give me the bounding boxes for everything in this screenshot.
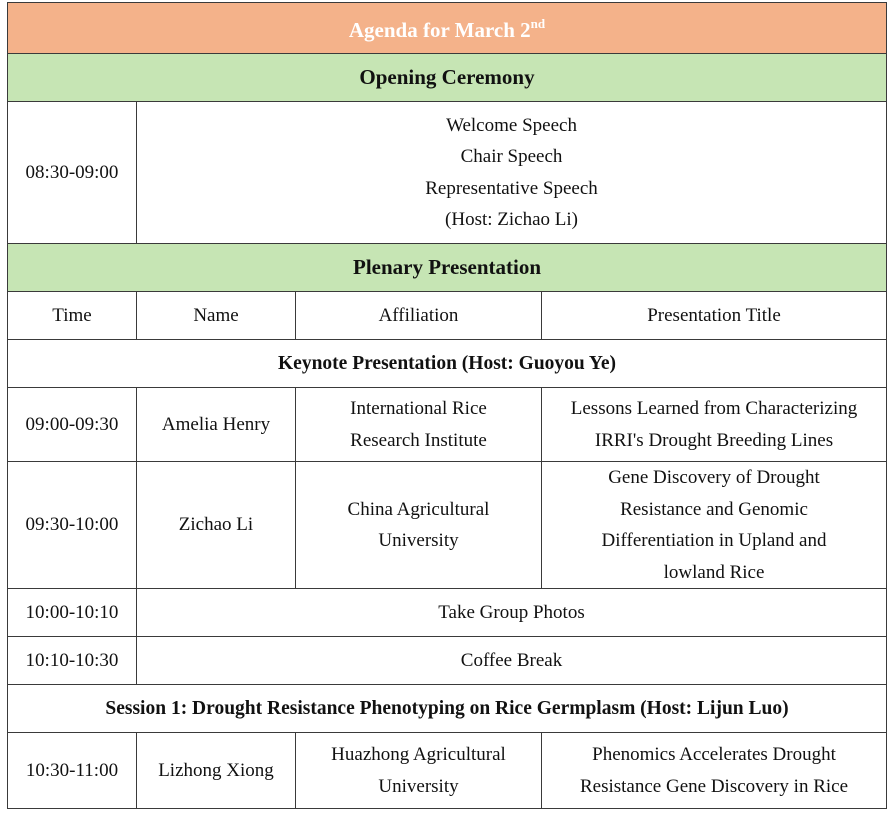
presentation-title <box>542 462 887 589</box>
opening-ceremony-row <box>8 54 887 102</box>
speaker-name: Lizhong Xiong <box>137 733 296 809</box>
affiliation-line: University <box>378 775 459 797</box>
talk-time: 09:00-09:30 <box>8 388 137 462</box>
affiliation-line: International Rice <box>350 398 487 419</box>
speaker-affiliation <box>296 733 542 809</box>
presentation-title <box>542 733 887 809</box>
column-header-affiliation: Affiliation <box>296 292 542 340</box>
opening-items <box>137 102 887 244</box>
speaker-name: Zichao Li <box>137 462 296 589</box>
opening-ceremony-heading: Opening Ceremony <box>8 54 887 102</box>
opening-program-row <box>8 102 887 244</box>
presentation-title <box>542 388 887 462</box>
break-label: Coffee Break <box>137 637 887 685</box>
title-line: Phenomics Accelerates Drought <box>592 744 836 765</box>
affiliation-line: Huazhong Agricultural <box>331 744 506 765</box>
table-row <box>8 462 887 589</box>
title-line: Lessons Learned from Characterizing <box>570 398 858 419</box>
opening-item: Welcome Speech <box>446 114 577 136</box>
title-row <box>8 3 887 54</box>
table-row <box>8 388 887 462</box>
break-time: 10:00-10:10 <box>8 589 137 637</box>
opening-item: Representative Speech <box>425 177 598 199</box>
column-header-time: Time <box>8 292 137 340</box>
title-line: Resistance and Genomic <box>620 498 808 520</box>
session1-heading: Session 1: Drought Resistance Phenotyping on Rice Germplasm (Host: Lijun Luo) <box>8 685 887 733</box>
agenda-title-text: Agenda for March 2 <box>348 18 531 43</box>
title-line: Resistance Gene Discovery in Rice <box>579 775 849 797</box>
title-line: IRRI's Drought Breeding Lines <box>594 429 834 451</box>
column-header-name: Name <box>137 292 296 340</box>
keynote-row <box>8 340 887 388</box>
agenda-title <box>8 3 887 54</box>
keynote-heading: Keynote Presentation (Host: Guoyou Ye) <box>8 340 887 388</box>
title-line: Gene Discovery of Drought <box>608 467 820 488</box>
opening-host: (Host: Zichao Li) <box>445 209 578 230</box>
table-row <box>8 589 887 637</box>
break-time: 10:10-10:30 <box>8 637 137 685</box>
agenda-title-suffix: nd <box>530 16 546 32</box>
column-header-title: Presentation Title <box>542 292 887 340</box>
break-label: Take Group Photos <box>137 589 887 637</box>
column-header-row <box>8 292 887 340</box>
affiliation-line: University <box>378 530 459 551</box>
opening-time: 08:30-09:00 <box>8 102 137 244</box>
agenda-table <box>7 2 887 809</box>
speaker-affiliation <box>296 388 542 462</box>
affiliation-line: China Agricultural <box>347 498 490 520</box>
title-line: Differentiation in Upland and <box>601 530 827 551</box>
plenary-presentation-row <box>8 244 887 292</box>
talk-time: 09:30-10:00 <box>8 462 137 589</box>
table-row <box>8 733 887 809</box>
talk-time: 10:30-11:00 <box>8 733 137 809</box>
opening-item: Chair Speech <box>460 146 563 167</box>
plenary-heading: Plenary Presentation <box>8 244 887 292</box>
speaker-name: Amelia Henry <box>137 388 296 462</box>
title-line: lowland Rice <box>663 561 765 583</box>
session1-row <box>8 685 887 733</box>
table-row <box>8 637 887 685</box>
affiliation-line: Research Institute <box>350 429 487 451</box>
speaker-affiliation <box>296 462 542 589</box>
